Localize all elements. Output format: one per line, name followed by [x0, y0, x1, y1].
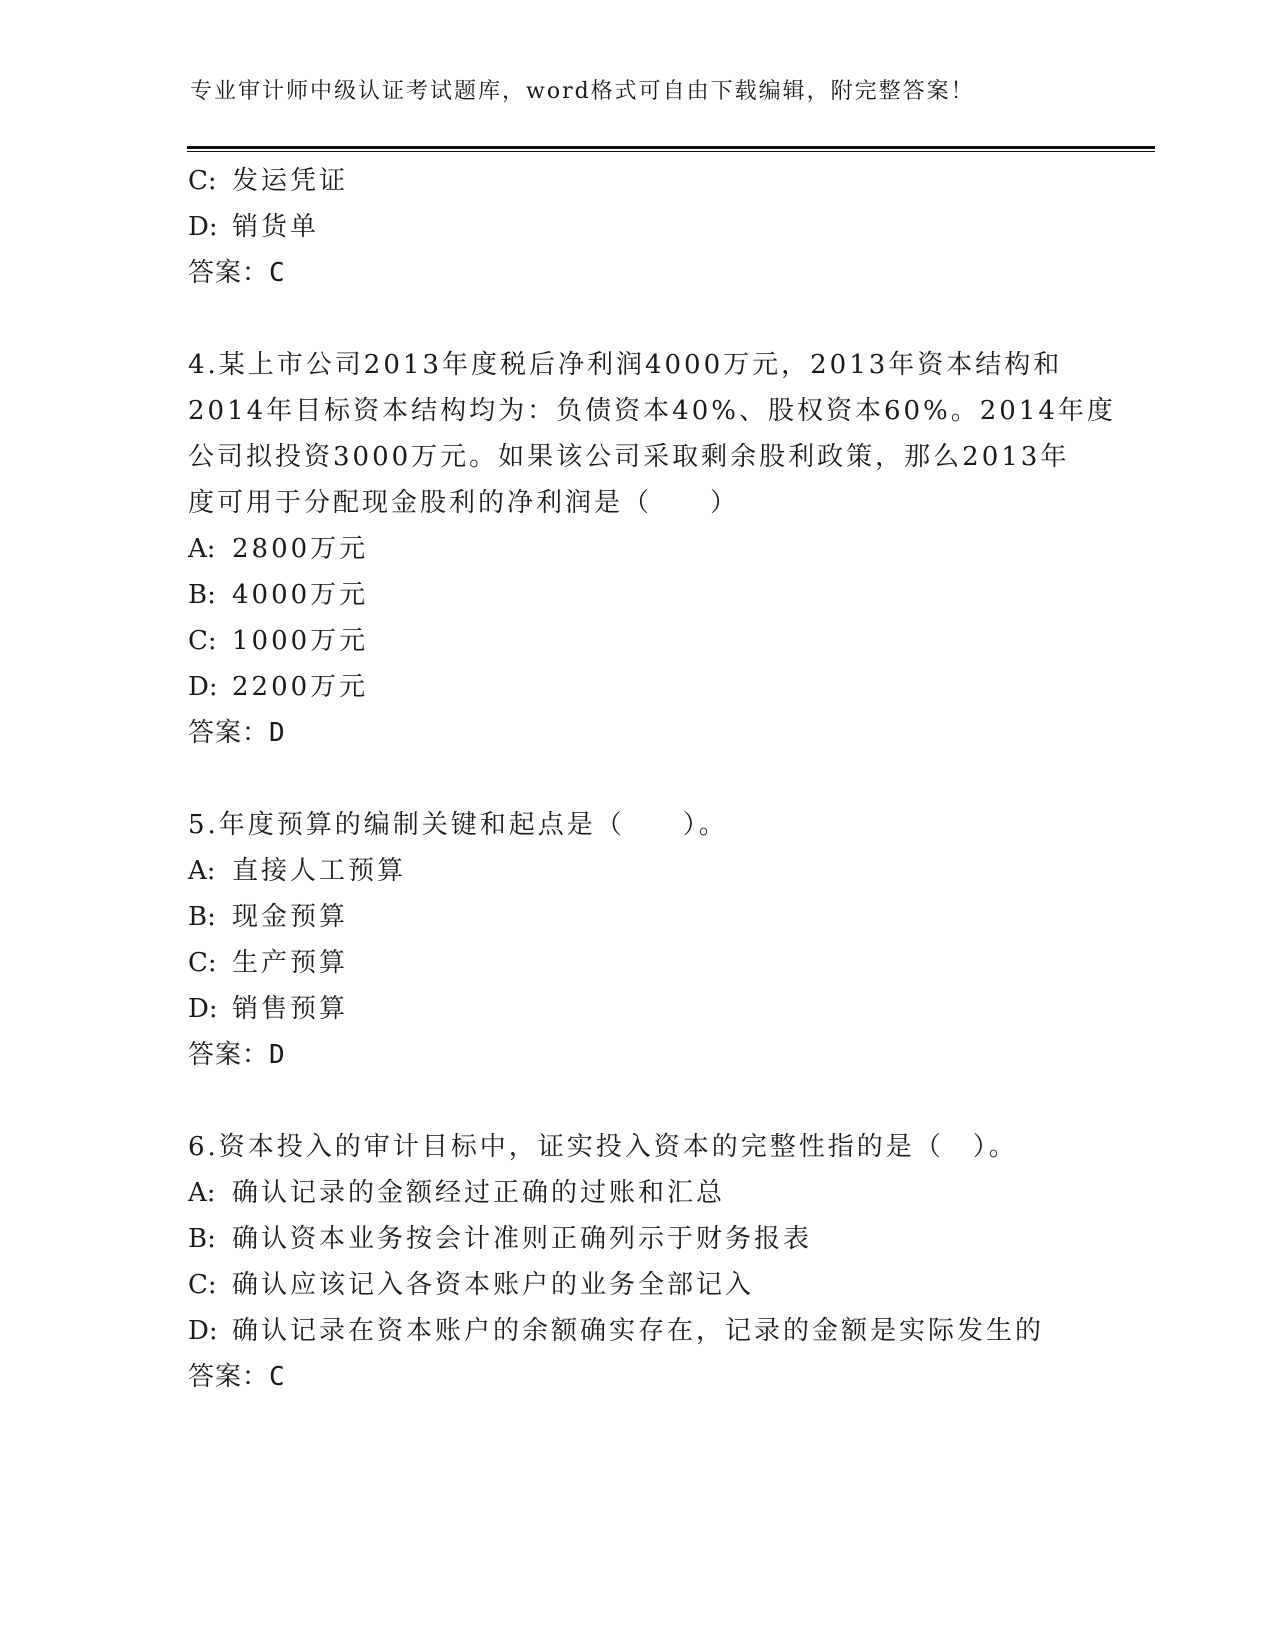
option-d — [188, 204, 1088, 250]
answer-line — [188, 710, 1088, 756]
option-letter: C: — [188, 1270, 217, 1300]
option-text: 确认记录的金额经过正确的过账和汇总 — [232, 1178, 726, 1208]
option-text: 销售预算 — [232, 994, 349, 1024]
question-stem-line: 度可用于分配现金股利的净利润是（ ） — [188, 488, 740, 518]
option-text: 生产预算 — [232, 948, 349, 978]
answer-value: C — [269, 258, 286, 288]
question-stem-line: 2014年目标资本结构均为：负债资本40%、股权资本60%。2014年度 — [188, 396, 1116, 426]
option-letter: D: — [188, 672, 218, 702]
option-letter: D: — [188, 1316, 218, 1346]
option-letter: D: — [188, 212, 218, 242]
option-text: 销货单 — [232, 212, 320, 242]
option-letter: B: — [188, 902, 216, 932]
answer-label: 答案： — [188, 1040, 270, 1070]
option-text: 确认记录在资本账户的余额确实存在，记录的金额是实际发生的 — [232, 1316, 1045, 1346]
question-stem-line: 6.资本投入的审计目标中，证实投入资本的完整性指的是（ ）。 — [188, 1132, 1018, 1162]
option-d — [188, 664, 1088, 710]
option-text: 1000万元 — [232, 626, 369, 656]
option-letter: B: — [188, 580, 216, 610]
option-d — [188, 986, 1088, 1032]
answer-value: D — [269, 718, 286, 748]
question-stem-line: 4.某上市公司2013年度税后净利润4000万元，2013年资本结构和 — [188, 350, 1063, 380]
question-stem-line: 公司拟投资3000万元。如果该公司采取剩余股利政策，那么2013年 — [188, 442, 1070, 472]
answer-label: 答案： — [188, 718, 270, 748]
option-c — [188, 618, 1088, 664]
option-text: 4000万元 — [232, 580, 369, 610]
option-text: 确认应该记入各资本账户的业务全部记入 — [232, 1270, 755, 1300]
option-c — [188, 158, 1088, 204]
answer-line — [188, 1354, 1088, 1400]
answer-value: D — [269, 1040, 286, 1070]
option-text: 直接人工预算 — [232, 856, 407, 886]
option-c — [188, 940, 1088, 986]
option-d — [188, 1308, 1088, 1354]
document-body — [188, 158, 1116, 1400]
option-text: 2800万元 — [232, 534, 369, 564]
option-b — [188, 1216, 1088, 1262]
header-rule-thick — [187, 146, 1155, 149]
option-text: 2200万元 — [232, 672, 369, 702]
option-text: 确认资本业务按会计准则正确列示于财务报表 — [232, 1224, 813, 1254]
option-letter: A: — [188, 1178, 216, 1208]
option-letter: C: — [188, 948, 217, 978]
answer-value: C — [269, 1362, 286, 1392]
option-letter: B: — [188, 1224, 216, 1254]
option-letter: C: — [188, 626, 217, 656]
option-b — [188, 894, 1088, 940]
answer-line — [188, 250, 1088, 296]
option-c — [188, 1262, 1088, 1308]
page-header: 专业审计师中级认证考试题库，word格式可自由下载编辑，附完整答案！ — [190, 79, 975, 104]
option-text: 现金预算 — [232, 902, 349, 932]
option-letter: A: — [188, 534, 216, 564]
answer-label: 答案： — [188, 258, 270, 288]
answer-line — [188, 1032, 1088, 1078]
option-letter: A: — [188, 856, 216, 886]
option-a — [188, 848, 1088, 894]
option-letter: C: — [188, 166, 217, 196]
option-b — [188, 572, 1088, 618]
option-text: 发运凭证 — [232, 166, 349, 196]
option-letter: D: — [188, 994, 218, 1024]
option-a — [188, 526, 1088, 572]
question-stem-line: 5.年度预算的编制关键和起点是（ ）。 — [188, 810, 728, 840]
option-a — [188, 1170, 1088, 1216]
answer-label: 答案： — [188, 1362, 270, 1392]
header-rule-thin — [187, 151, 1155, 152]
